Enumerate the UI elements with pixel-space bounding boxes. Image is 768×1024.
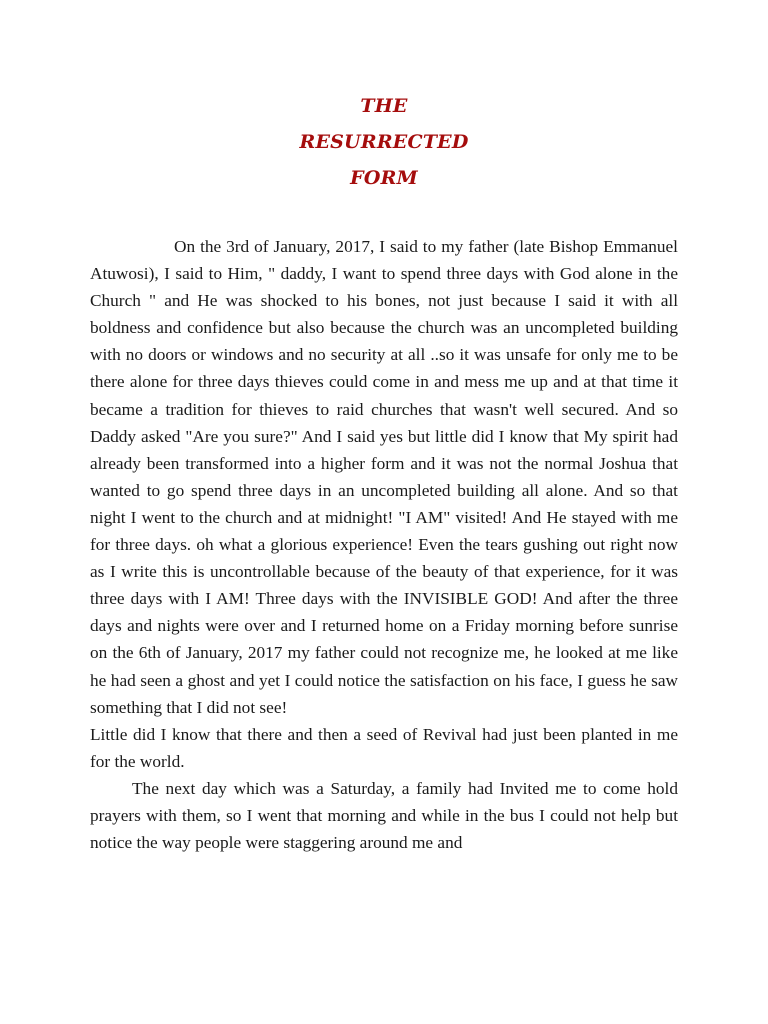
chapter-title-line-3: FORM: [350, 167, 418, 189]
paragraph-3: The next day which was a Saturday, a family had Invited me to come hold prayers with them, so I went that morning and while in the bus I could not help but notice the way people were staggering around me and: [90, 778, 678, 853]
paragraph-2: Little did I know that there and then a seed of Revival had just been planted in me for the world.: [90, 724, 678, 771]
paragraph-1: On the 3rd of January, 2017, I said to my father (late Bishop Emmanuel Atuwosi), I said to Him, " daddy, I want to spend three days with God alone in the Church " and He was shocked to his bones, not just because I said it with all boldness and confidence but also because the church was an uncompleted building with no doors or windows and no security at all ..so it was unsafe for only me to be there alone for three days thieves could come in and mess me up and at that time it became a tradition for thieves to raid churches that wasn't well secured. And so Daddy asked "Are you sure?" And I said yes but little did I know that My spirit had already been transformed into a higher form and it was not the normal Joshua that wanted to go spend three days in an uncompleted building all alone. And so that night I went to the church and at midnight! "I AM" visited! And He stayed with me for three days. oh what a glorious experience! Even the tears gushing out right now as I write this is uncontrollable because of the beauty of that experience, for it was three days with I AM! Three days with the INVISIBLE GOD! And after the three days and nights were over and I returned home on a Friday morning before sunrise on the 6th of January, 2017 my father could not recognize me, he looked at me like he had seen a ghost and yet I could notice the satisfaction on his face, I guess he saw something that I did not see!: [90, 237, 678, 717]
chapter-title-line-2: RESURRECTED: [299, 131, 469, 153]
chapter-title: [0, 88, 768, 196]
chapter-body: [90, 233, 678, 856]
chapter-title-line-1: THE: [360, 95, 408, 117]
